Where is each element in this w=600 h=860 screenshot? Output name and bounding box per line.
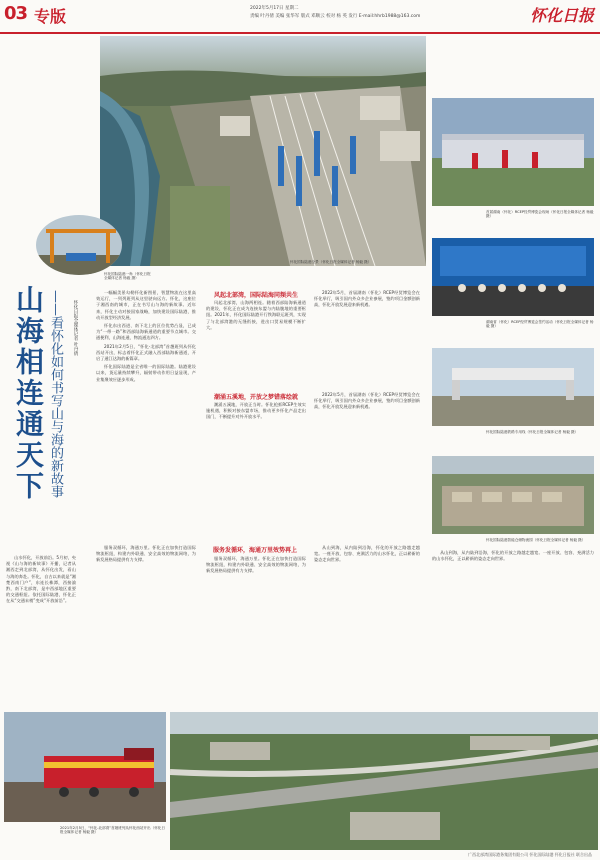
body-column-2	[206, 300, 306, 380]
body-paragraph-10: 服务双循环，海通万里。怀化正在加快打造国际物流枢纽，构建内外联通、安全高效的物流网络，为新发展格局提供有力支撑。	[206, 556, 306, 574]
body-paragraph-2: 怀化东出西进、南下北上的区位优势凸显，已成为“一带一路”和西部陆海新通道的重要节点城市。交通便利，山海连通，物流通达四方。	[96, 323, 196, 341]
section-number: 03	[4, 3, 28, 24]
page-footer	[0, 850, 600, 860]
signing-ceremony-photo	[432, 238, 594, 316]
aerial-caption: 怀化国际陆港全景（怀化日报全媒体记者 杨毅 摄）	[290, 260, 372, 264]
body-paragraph-9: 服务双循环，海通万里。怀化正在加快打造国际物流枢纽，构建内外联通、安全高效的物流网络，为新发展格局提供有力支撑。	[96, 545, 196, 563]
signing-caption: 湖南省（怀化）RCEP经贸博览会签约活动（怀化日报全媒体记者 杨毅 摄）	[486, 320, 594, 329]
rail-gate-photo	[432, 348, 594, 426]
headline-sub: ——看怀化如何书写山与海的新故事	[48, 290, 63, 498]
body-column-4	[206, 402, 306, 542]
headline-main: 山海相连通天下	[12, 285, 45, 502]
crane-photo	[36, 215, 122, 275]
body-paragraph-11: 从山到海，从内陆到沿海，怀化的开放之路越走越宽。一座开放、包容、充满活力的山水怀化，正以崭新的姿态走向世界。	[314, 545, 420, 563]
headline-byline: 怀化日报全媒体记者 叶丹倩	[73, 300, 78, 356]
bottom-aerial-photo	[170, 712, 598, 850]
page-header	[0, 0, 600, 34]
left-intro-text: 山水怀化，开放前沿。5月初，央视《山与海的新故事》开播，记者从湘西走到北部湾，从怀化出发，看山与海的奔赴。怀化，自古以来就是“湘楚西南门户”，东连长株潭，西接渝黔，南下北部湾，是中西部地区重要的交通枢纽。依托国际陆港，怀化正在从“交通末梢”变成“开放前沿”。	[6, 555, 76, 604]
rail-gate-caption: 怀化国际陆港铁路专用线（怀化日报全媒体记者 杨毅 摄）	[486, 430, 579, 434]
body-paragraph-4: 怀化国际陆港是全省唯一的国际陆港。陆港建设以来，货运量持续攀升，辐射带动作用日益显现，产业集聚效应逐步形成。	[96, 364, 196, 382]
body-column-5	[314, 392, 420, 542]
body-paragraph-5: 风起北部湾，山海两相连。随着西部陆海新通道的建设，怀化正在成为连接东盟与内陆腹地的重要枢纽。2021年，怀化国际陆港开行铁海联运班列，实现了与北部湾港的无缝衔接，进出口贸易规模不断扩大。	[206, 300, 306, 330]
aerial-port-photo	[100, 36, 426, 266]
body-paragraph-3: 2021年2月5日，“怀化-北部湾”首趟班列从怀化西站开出，标志着怀化正式融入西部陆海新通道，开启了通江达海的新篇章。	[96, 343, 196, 362]
crane-caption: 怀化国际陆港一角（怀化日报全媒体记者 杨毅 摄）	[104, 272, 151, 281]
body-paragraph-6: 2022年5月，首届湖南（怀化）RCEP经贸博览会在怀化举行，吸引国内外众多企业参展，签约项目金额创新高，怀化开放发展迎来新机遇。	[314, 290, 420, 308]
header-date: 2022年5月17日 星期二	[250, 6, 299, 11]
train-caption: 2021年2月5日，“怀化-北部湾”首趟班列从怀化西站开出（怀化日报全媒体记者 杨毅 摄）	[60, 826, 165, 835]
header-editors: 责编 叶丹倩 美编 张华军 版式 邓顺云 校对 杨 英 发行 E-mail:hhrb1988@163.com	[250, 14, 421, 19]
section-name: 专版	[34, 7, 67, 26]
logistics-park-photo	[432, 456, 594, 534]
subhead-2: 潮涌五溪地，开放之梦错落绘就	[213, 394, 298, 401]
right-column-text	[432, 550, 594, 710]
masthead-logo: 怀化日报	[529, 6, 594, 25]
train-photo	[4, 712, 166, 822]
body-column-1	[96, 290, 196, 540]
body-paragraph-1: 一幅幅美景勾勒怀化新图景，智慧物流在这里高效运行，一列列班列从这里驶向远方。怀化，这座位于湘西南的城市，正在书写山与海的新故事。近年来，怀化主动对接国家战略，加快建设国际陆港，推动开放型经济发展。	[96, 290, 196, 320]
right-paragraph: 从山到海，从内陆到沿海，怀化的开放之路越走越宽。一座开放、包容、充满活力的山水怀化，正以崭新的姿态走向世界。	[432, 550, 594, 562]
body-paragraph-7: 潮涌五溪地，开放正当时。怀化抢抓RCEP生效实施机遇，积极对接东盟市场，推动更多怀化产品走出国门，不断提升对外开放水平。	[206, 402, 306, 420]
body-column-3	[314, 290, 420, 380]
body-column-8	[314, 545, 420, 705]
expo-hall-caption: 首届湖南（怀化）RCEP经贸博览会现场（怀化日报全媒体记者 杨毅 摄）	[486, 210, 594, 219]
body-column-6	[96, 545, 196, 705]
body-paragraph-8-dup: 2022年5月，首届湖南（怀化）RCEP经贸博览会在怀化举行，吸引国内外众多企业参展，签约项目金额创新高，怀化开放发展迎来新机遇。	[314, 392, 420, 410]
subhead-3: 服务发循环，海通万里效势再上	[212, 547, 297, 554]
footer-text: 广西北部湾国际港务集团有限公司 怀化国际陆港 怀化日报社 联合出品	[468, 852, 592, 857]
body-column-7	[206, 556, 306, 706]
expo-hall-photo	[432, 98, 594, 206]
subhead-1: 风起北部湾，国际陆海同频共生	[213, 292, 298, 299]
logistics-caption: 怀化国际陆港智能仓储物流园（怀化日报全媒体记者 杨毅 摄）	[486, 538, 586, 542]
